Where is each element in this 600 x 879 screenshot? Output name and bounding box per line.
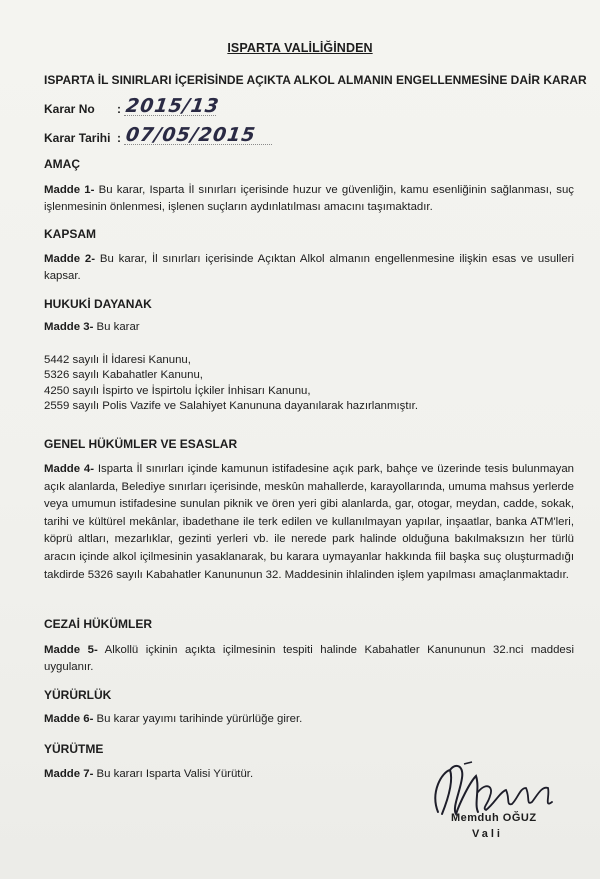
madde-4-text: Isparta İl sınırları içinde kamunun istifadesine açık park, bahçe ve üzerinde tesis bulunmayan açık alanlarda, Belediye sınırları içerisinde, meskûn mahallerde, karayollarında, umuma mahsus yerlerde veya umumun istifadesine sunulan piknik ve ören yeri gibi alanlarda, gar, otogar, meydan, cadde, sokak, tarihi ve kültürel mekânlar, ibadethane ile terk edilen ve kullanılmayan yapılar, inşaatlar, banka ATM'leri, köprü altları, mezarlıklar, gezinti yerleri vb. ile nerede park halinde olduğuna bakılmaksızın her türlü aracın içinde alkol içilmesinin yasaklanarak, bu karara uymayanlar hakkında fiil başka suç oluşturmadığı takdirde 5326 sayılı Kabahatler Kanununun 32. Maddesinin ihlalinden işlem yapılması amaçlanmaktadır. bbox=[44, 463, 575, 581]
signatory-title: Vali bbox=[472, 828, 503, 840]
law-item: 2559 sayılı Polis Vazife ve Salahiyet Kanununa dayanılarak hazırlanmıştır. bbox=[44, 400, 418, 413]
section-heading-kapsam: KAPSAM bbox=[44, 227, 97, 241]
madde-1-paragraph bbox=[44, 182, 574, 217]
karar-no-value: 2015/13 bbox=[124, 95, 221, 117]
karar-tarihi-row bbox=[44, 124, 258, 146]
section-heading-hukuki-dayanak: HUKUKİ DAYANAK bbox=[44, 297, 152, 311]
karar-tarihi-colon: : bbox=[117, 131, 121, 145]
madde-5-paragraph bbox=[44, 642, 574, 677]
madde-6-label: Madde 6- bbox=[44, 713, 94, 725]
law-item: 5326 sayılı Kabahatler Kanunu, bbox=[44, 369, 203, 382]
karar-no-colon: : bbox=[117, 102, 121, 116]
madde-6-paragraph bbox=[44, 711, 574, 728]
madde-1-label: Madde 1- bbox=[44, 184, 95, 196]
madde-4-paragraph bbox=[44, 461, 574, 584]
madde-2-text: Bu karar, İl sınırları içerisinde Açıktan Alkol almanın engellenmesine ilişkin esas ve usulleri kapsar. bbox=[44, 253, 574, 283]
section-heading-yururluk: YÜRÜRLÜK bbox=[44, 688, 112, 702]
madde-4-label: Madde 4- bbox=[44, 463, 95, 475]
madde-3-label: Madde 3- bbox=[44, 321, 94, 333]
madde-2-label: Madde 2- bbox=[44, 253, 96, 265]
karar-no-label: Karar No bbox=[44, 102, 95, 116]
karar-tarihi-label: Karar Tarihi bbox=[44, 131, 111, 145]
madde-3-text: Bu karar bbox=[96, 321, 140, 333]
section-heading-genel-hukumler: GENEL HÜKÜMLER VE ESASLAR bbox=[44, 437, 238, 451]
madde-7-text: Bu kararı Isparta Valisi Yürütür. bbox=[96, 768, 254, 780]
document-subtitle: ISPARTA İL SINIRLARI İÇERİSİNDE AÇIKTA ALKOL ALMANIN ENGELLENMESİNE DAİR KARAR bbox=[44, 73, 587, 87]
document-title: ISPARTA VALİLİĞİNDEN bbox=[227, 41, 373, 55]
madde-2-paragraph bbox=[44, 251, 574, 286]
madde-7-label: Madde 7- bbox=[44, 768, 94, 780]
law-item: 4250 sayılı İspirto ve İspirtolu İçkiler İnhisarı Kanunu, bbox=[44, 384, 311, 397]
madde-1-text: Bu karar, Isparta İl sınırları içerisinde huzur ve güvenliğin, kamu esenliğinin sağlanması, suç işlenmesinin önlenmesi, işlenen suçların aydınlatılması amacını taşımaktadır. bbox=[44, 184, 575, 214]
madde-3-paragraph bbox=[44, 319, 574, 336]
madde-5-label: Madde 5- bbox=[44, 644, 98, 656]
signatory-name: Memduh OĞUZ bbox=[451, 812, 537, 824]
section-heading-yurutme: YÜRÜTME bbox=[44, 742, 104, 756]
karar-no-row bbox=[44, 95, 221, 117]
law-item: 5442 sayılı İl İdaresi Kanunu, bbox=[44, 354, 191, 366]
madde-5-text: Alkollü içkinin açıkta içilmesinin tespiti halinde Kabahatler Kanununun 32.nci maddesi uygulanır. bbox=[44, 644, 574, 674]
karar-tarihi-value: 07/05/2015 bbox=[124, 124, 258, 146]
madde-6-text: Bu karar yayımı tarihinde yürürlüğe girer. bbox=[96, 713, 303, 725]
law-list bbox=[44, 353, 574, 415]
section-heading-cezai-hukumler: CEZAİ HÜKÜMLER bbox=[44, 617, 152, 631]
section-heading-amac: AMAÇ bbox=[44, 157, 80, 171]
